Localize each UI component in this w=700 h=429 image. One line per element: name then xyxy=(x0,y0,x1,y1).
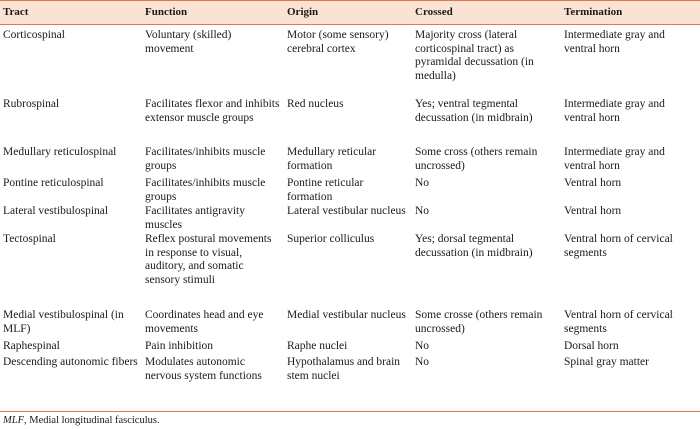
cell-crossed: No xyxy=(415,177,430,189)
cell-origin: Pontine reticular formation xyxy=(287,177,364,203)
cell-tract: Medial vestibulospinal (in MLF) xyxy=(3,309,124,335)
cell-crossed: Majority cross (lateral corticospinal tract) as pyramidal decussation (in medulla) xyxy=(415,29,534,82)
column-header-tract: Tract xyxy=(3,6,29,18)
cell-origin: Raphe nuclei xyxy=(287,340,348,352)
cell-termination: Ventral horn xyxy=(564,205,622,217)
cell-crossed: Some cross (others remain uncrossed) xyxy=(415,146,538,172)
cell-function: Facilitates antigravity muscles xyxy=(145,205,245,231)
cell-termination: Intermediate gray and ventral horn xyxy=(564,146,665,172)
cell-tract: Raphespinal xyxy=(3,340,60,352)
cell-function: Facilitates/inhibits muscle groups xyxy=(145,177,266,203)
cell-tract: Corticospinal xyxy=(3,29,65,41)
table-row xyxy=(0,340,700,356)
table-row xyxy=(0,177,700,205)
cell-origin: Hypothalamus and brain stem nuclei xyxy=(287,356,401,382)
cell-function: Facilitates flexor and inhibits extensor muscle groups xyxy=(145,98,280,124)
table-row xyxy=(0,24,700,98)
cell-crossed: No xyxy=(415,356,430,368)
cell-termination: Ventral horn of cervical segments xyxy=(564,309,673,335)
cell-crossed: No xyxy=(415,205,430,217)
table-row xyxy=(0,356,700,402)
cell-crossed: Yes; dorsal tegmental decussation (in midbrain) xyxy=(415,233,533,259)
cell-tract: Rubrospinal xyxy=(3,98,60,110)
cell-function: Facilitates/inhibits muscle groups xyxy=(145,146,266,172)
cell-function: Coordinates head and eye movements xyxy=(145,309,264,335)
column-header-origin: Origin xyxy=(287,6,319,18)
cell-crossed: Some crosse (others remain uncrossed) xyxy=(415,309,543,335)
cell-tract: Tectospinal xyxy=(3,233,56,245)
cell-termination: Intermediate gray and ventral horn xyxy=(564,98,665,124)
column-header-function: Function xyxy=(145,6,188,18)
cell-function: Modulates autonomic nervous system functions xyxy=(145,356,262,382)
table-header-row xyxy=(0,1,700,24)
cell-tract: Medullary reticulospinal xyxy=(3,146,117,158)
cell-function: Voluntary (skilled) movement xyxy=(145,29,232,55)
table-row xyxy=(0,205,700,233)
table-row xyxy=(0,309,700,340)
cell-termination: Intermediate gray and ventral horn xyxy=(564,29,665,55)
cell-tract: Lateral vestibulospinal xyxy=(3,205,109,217)
column-header-termination: Termination xyxy=(564,6,623,18)
cell-crossed: Yes; ventral tegmental decussation (in midbrain) xyxy=(415,98,533,124)
cell-function: Reflex postural movements in response to visual, auditory, and somatic sensory stimuli xyxy=(145,233,272,286)
table-footnote xyxy=(3,415,160,427)
cell-termination: Spinal gray matter xyxy=(564,356,649,368)
cell-origin: Superior colliculus xyxy=(287,233,375,245)
cell-termination: Dorsal horn xyxy=(564,340,619,352)
footnote-text: , Medial longitudinal fasciculus. xyxy=(24,415,160,426)
cell-origin: Medial vestibular nucleus xyxy=(287,309,406,321)
cell-origin: Motor (some sensory) cerebral cortex xyxy=(287,29,389,55)
table-row xyxy=(0,233,700,309)
table-bottom-rule xyxy=(0,411,700,412)
table-row xyxy=(0,98,700,146)
cell-tract: Pontine reticulospinal xyxy=(3,177,104,189)
column-header-crossed: Crossed xyxy=(415,6,453,18)
cell-tract: Descending autonomic fibers xyxy=(3,356,138,368)
cell-crossed: No xyxy=(415,340,430,352)
descending-tracts-table xyxy=(0,1,700,402)
cell-function: Pain inhibition xyxy=(145,340,214,352)
cell-origin: Lateral vestibular nucleus xyxy=(287,205,406,217)
cell-termination: Ventral horn xyxy=(564,177,622,189)
cell-origin: Red nucleus xyxy=(287,98,344,110)
table-row xyxy=(0,146,700,177)
footnote-abbreviation: MLF xyxy=(3,415,24,426)
cell-termination: Ventral horn of cervical segments xyxy=(564,233,673,259)
cell-origin: Medullary reticular formation xyxy=(287,146,377,172)
